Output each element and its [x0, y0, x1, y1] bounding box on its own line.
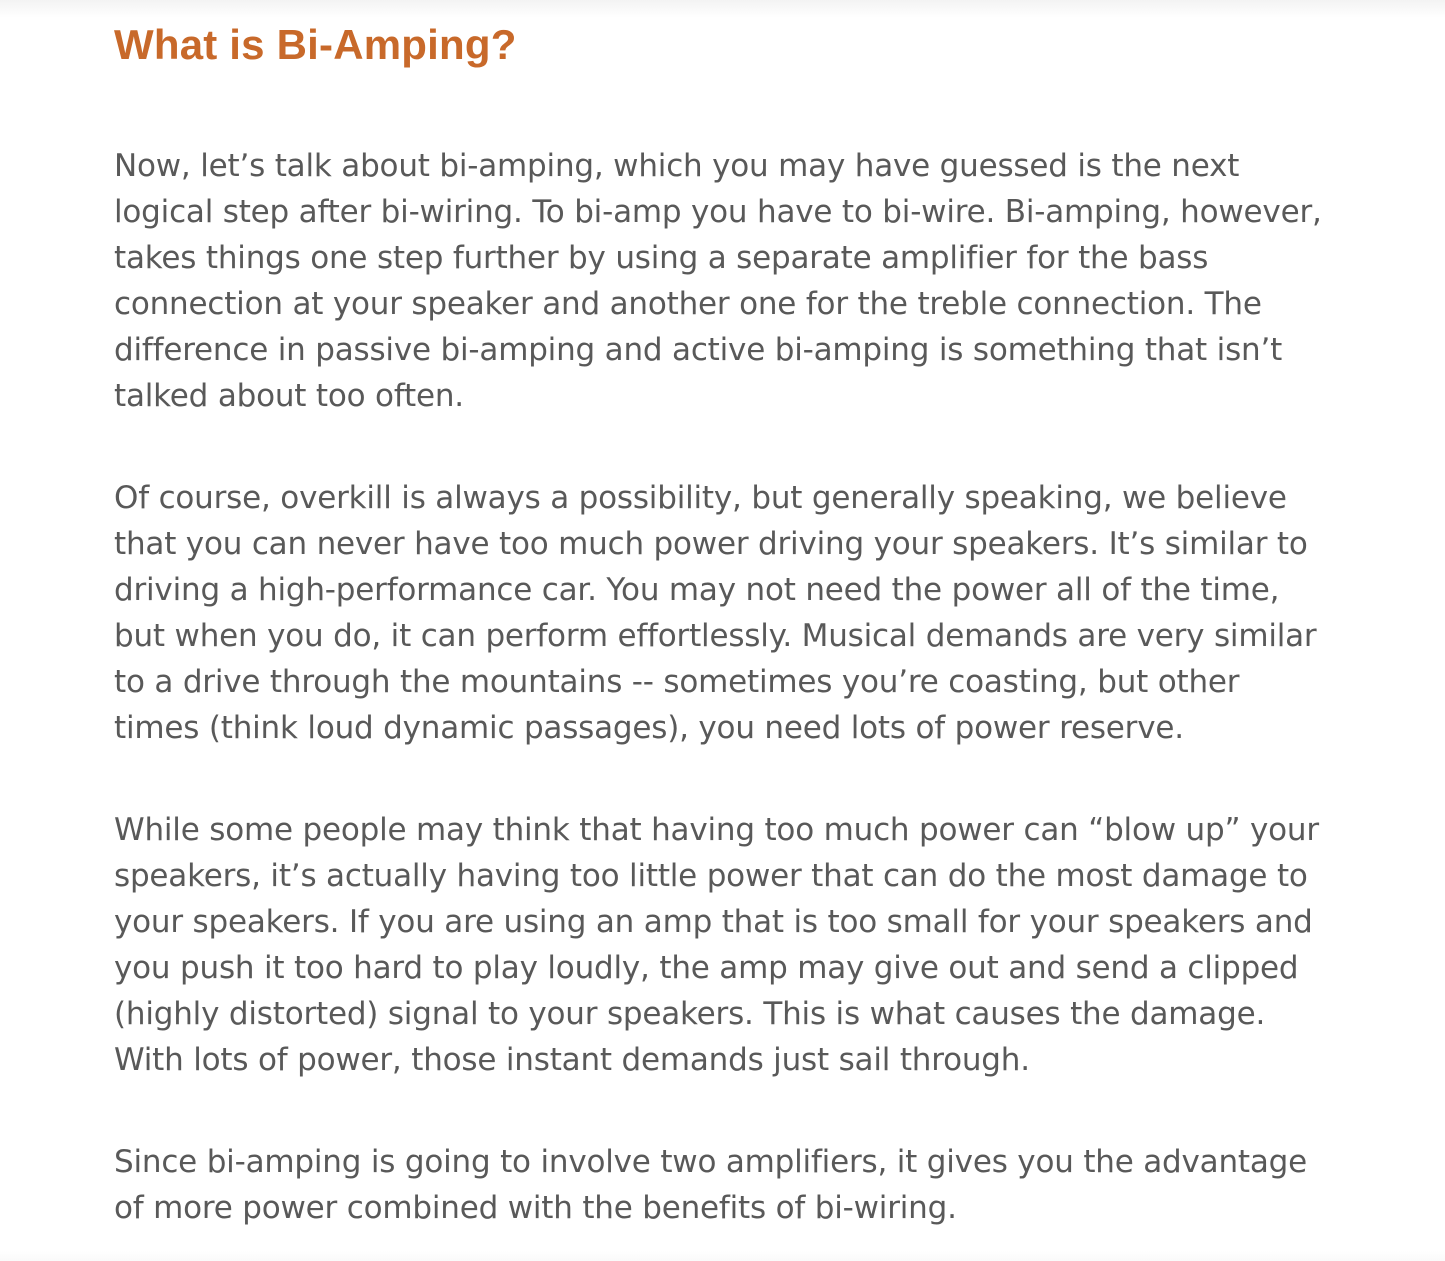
paragraph-2: Of course, overkill is always a possibility, but generally speaking, we believe that you can never have too much power driving your speakers. It’s similar to driving a high-performance car. You may not need the power all of the time, but when you do, it can perform effortlessly. Musical demands are very similar to a drive through the mountains -- sometimes you’re coasting, but other times (think loud dynamic passages), you need lots of power reserve.	[114, 480, 1317, 746]
paragraph-1: Now, let’s talk about bi-amping, which you may have guessed is the next logical step after bi-wiring. To bi-amp you have to bi-wire. Bi-amping, however, takes things one step further by using a separate amplifier for the bass connection at your speaker and another one for the treble connection. The difference in passive bi-amping and active bi-amping is something that isn’t talked about too often.	[114, 148, 1322, 414]
article-section	[114, 14, 1329, 1231]
bottom-shadow	[0, 1251, 1445, 1261]
paragraph-4: Since bi-amping is going to involve two amplifiers, it gives you the advantage of more power combined with the benefits of bi-wiring.	[114, 1144, 1308, 1226]
section-heading: What is Bi-Amping?	[114, 21, 517, 68]
paragraph-3: While some people may think that having too much power can “blow up” your speakers, it’s actually having too little power that can do the most damage to your speakers. If you are using an amp that is too small for your speakers and you push it too hard to play loudly, the amp may give out and send a clipped (highly distorted) signal to your speakers. This is what causes the damage. With lots of power, those instant demands just sail through.	[114, 812, 1319, 1078]
